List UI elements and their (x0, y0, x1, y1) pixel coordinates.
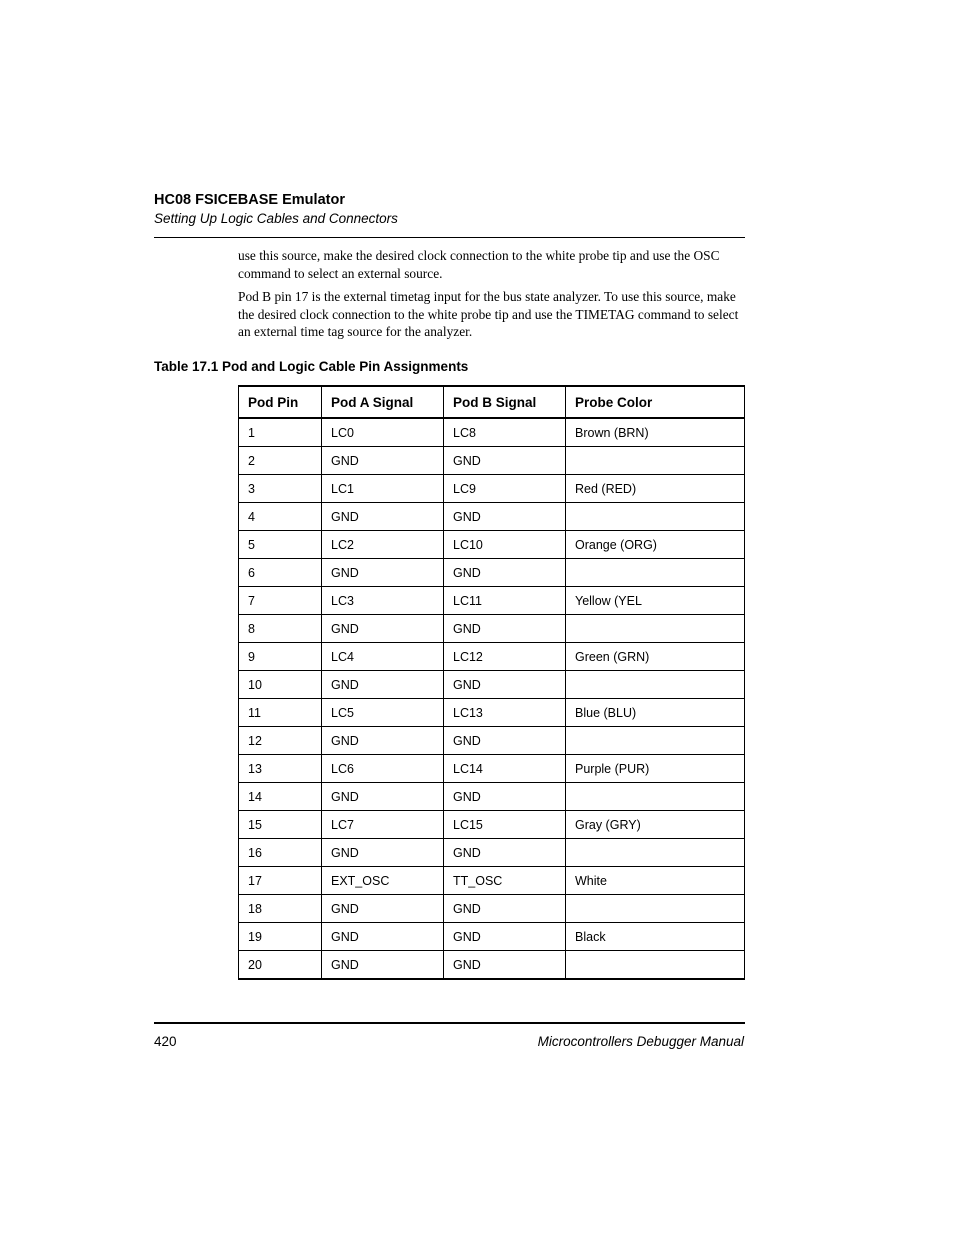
pin-assignment-table (238, 385, 745, 980)
cell-pod-pin: 20 (239, 951, 322, 980)
table-row (239, 755, 745, 783)
footer-divider (154, 1022, 745, 1024)
cell-probe-color: White (566, 867, 745, 895)
cell-pod-b-signal: LC9 (444, 475, 566, 503)
section-subtitle: Setting Up Logic Cables and Connectors (154, 211, 398, 226)
table-row (239, 923, 745, 951)
header-divider (154, 237, 745, 238)
table-header-row (239, 386, 745, 418)
cell-pod-b-signal: LC14 (444, 755, 566, 783)
cell-pod-b-signal: TT_OSC (444, 867, 566, 895)
cell-probe-color: Gray (GRY) (566, 811, 745, 839)
cell-pod-pin: 8 (239, 615, 322, 643)
cell-pod-b-signal: GND (444, 559, 566, 587)
cell-probe-color (566, 839, 745, 867)
cell-pod-b-signal: GND (444, 783, 566, 811)
cell-pod-b-signal: GND (444, 727, 566, 755)
cell-pod-a-signal: LC1 (322, 475, 444, 503)
page-number: 420 (154, 1034, 177, 1049)
table-row (239, 727, 745, 755)
cell-pod-pin: 13 (239, 755, 322, 783)
cell-pod-a-signal: GND (322, 503, 444, 531)
table-caption: Table 17.1 Pod and Logic Cable Pin Assignments (154, 359, 469, 374)
paragraph: Pod B pin 17 is the external timetag input for the bus state analyzer. To use this source, make the desired clock connection to the white probe tip and use the TIMETAG command to select an external time tag source for the analyzer. (238, 289, 739, 340)
cell-probe-color (566, 727, 745, 755)
table-row (239, 503, 745, 531)
table-row (239, 447, 745, 475)
cell-pod-b-signal: GND (444, 895, 566, 923)
cell-pod-b-signal: LC8 (444, 418, 566, 447)
table-body (239, 418, 745, 979)
cell-pod-pin: 15 (239, 811, 322, 839)
cell-pod-pin: 11 (239, 699, 322, 727)
cell-pod-b-signal: LC13 (444, 699, 566, 727)
cell-pod-a-signal: LC5 (322, 699, 444, 727)
cell-pod-pin: 5 (239, 531, 322, 559)
cell-pod-a-signal: GND (322, 951, 444, 980)
cell-pod-a-signal: GND (322, 559, 444, 587)
cell-pod-b-signal: LC11 (444, 587, 566, 615)
cell-pod-pin: 18 (239, 895, 322, 923)
cell-pod-pin: 12 (239, 727, 322, 755)
cell-probe-color (566, 503, 745, 531)
cell-pod-a-signal: EXT_OSC (322, 867, 444, 895)
cell-pod-a-signal: GND (322, 671, 444, 699)
column-header-pod-pin: Pod Pin (239, 386, 322, 418)
cell-pod-pin: 1 (239, 418, 322, 447)
cell-probe-color (566, 671, 745, 699)
cell-pod-pin: 7 (239, 587, 322, 615)
table-row (239, 559, 745, 587)
table-row (239, 811, 745, 839)
cell-pod-a-signal: GND (322, 727, 444, 755)
column-header-probe-color: Probe Color (566, 386, 745, 418)
cell-probe-color (566, 783, 745, 811)
cell-probe-color: Green (GRN) (566, 643, 745, 671)
column-header-pod-b-signal: Pod B Signal (444, 386, 566, 418)
cell-pod-pin: 4 (239, 503, 322, 531)
table-row (239, 587, 745, 615)
table-row (239, 475, 745, 503)
cell-pod-pin: 14 (239, 783, 322, 811)
cell-probe-color: Brown (BRN) (566, 418, 745, 447)
cell-probe-color (566, 951, 745, 980)
cell-pod-b-signal: GND (444, 671, 566, 699)
cell-pod-b-signal: GND (444, 615, 566, 643)
cell-pod-a-signal: LC3 (322, 587, 444, 615)
table-row (239, 867, 745, 895)
chapter-title: HC08 FSICEBASE Emulator (154, 192, 345, 208)
table-row (239, 951, 745, 980)
cell-probe-color: Red (RED) (566, 475, 745, 503)
cell-pod-a-signal: GND (322, 839, 444, 867)
cell-pod-a-signal: LC2 (322, 531, 444, 559)
cell-pod-a-signal: LC0 (322, 418, 444, 447)
cell-probe-color: Blue (BLU) (566, 699, 745, 727)
cell-probe-color (566, 895, 745, 923)
cell-probe-color: Purple (PUR) (566, 755, 745, 783)
table-row (239, 615, 745, 643)
cell-pod-pin: 16 (239, 839, 322, 867)
cell-pod-a-signal: LC6 (322, 755, 444, 783)
cell-pod-pin: 19 (239, 923, 322, 951)
cell-probe-color (566, 559, 745, 587)
cell-pod-a-signal: GND (322, 895, 444, 923)
paragraph: use this source, make the desired clock connection to the white probe tip and use the OSC command to select an external source. (238, 248, 720, 281)
table-row (239, 531, 745, 559)
cell-pod-b-signal: GND (444, 923, 566, 951)
cell-pod-pin: 10 (239, 671, 322, 699)
cell-pod-b-signal: GND (444, 951, 566, 980)
cell-pod-a-signal: LC7 (322, 811, 444, 839)
table-row (239, 671, 745, 699)
cell-pod-b-signal: GND (444, 503, 566, 531)
cell-pod-b-signal: LC10 (444, 531, 566, 559)
cell-pod-a-signal: GND (322, 447, 444, 475)
cell-pod-pin: 9 (239, 643, 322, 671)
cell-pod-pin: 17 (239, 867, 322, 895)
cell-probe-color (566, 615, 745, 643)
cell-pod-b-signal: LC12 (444, 643, 566, 671)
cell-pod-a-signal: GND (322, 615, 444, 643)
table-row (239, 418, 745, 447)
table-row (239, 783, 745, 811)
cell-pod-pin: 6 (239, 559, 322, 587)
body-text (238, 247, 744, 347)
cell-pod-pin: 3 (239, 475, 322, 503)
column-header-pod-a-signal: Pod A Signal (322, 386, 444, 418)
cell-pod-a-signal: LC4 (322, 643, 444, 671)
manual-title: Microcontrollers Debugger Manual (537, 1034, 744, 1049)
cell-pod-pin: 2 (239, 447, 322, 475)
cell-pod-b-signal: LC15 (444, 811, 566, 839)
table-row (239, 895, 745, 923)
table-row (239, 839, 745, 867)
cell-pod-b-signal: GND (444, 447, 566, 475)
cell-pod-a-signal: GND (322, 783, 444, 811)
table-row (239, 699, 745, 727)
cell-probe-color: Orange (ORG) (566, 531, 745, 559)
table-row (239, 643, 745, 671)
cell-probe-color: Yellow (YEL (566, 587, 745, 615)
page-header (154, 191, 745, 228)
cell-pod-b-signal: GND (444, 839, 566, 867)
cell-pod-a-signal: GND (322, 923, 444, 951)
cell-probe-color: Black (566, 923, 745, 951)
cell-probe-color (566, 447, 745, 475)
